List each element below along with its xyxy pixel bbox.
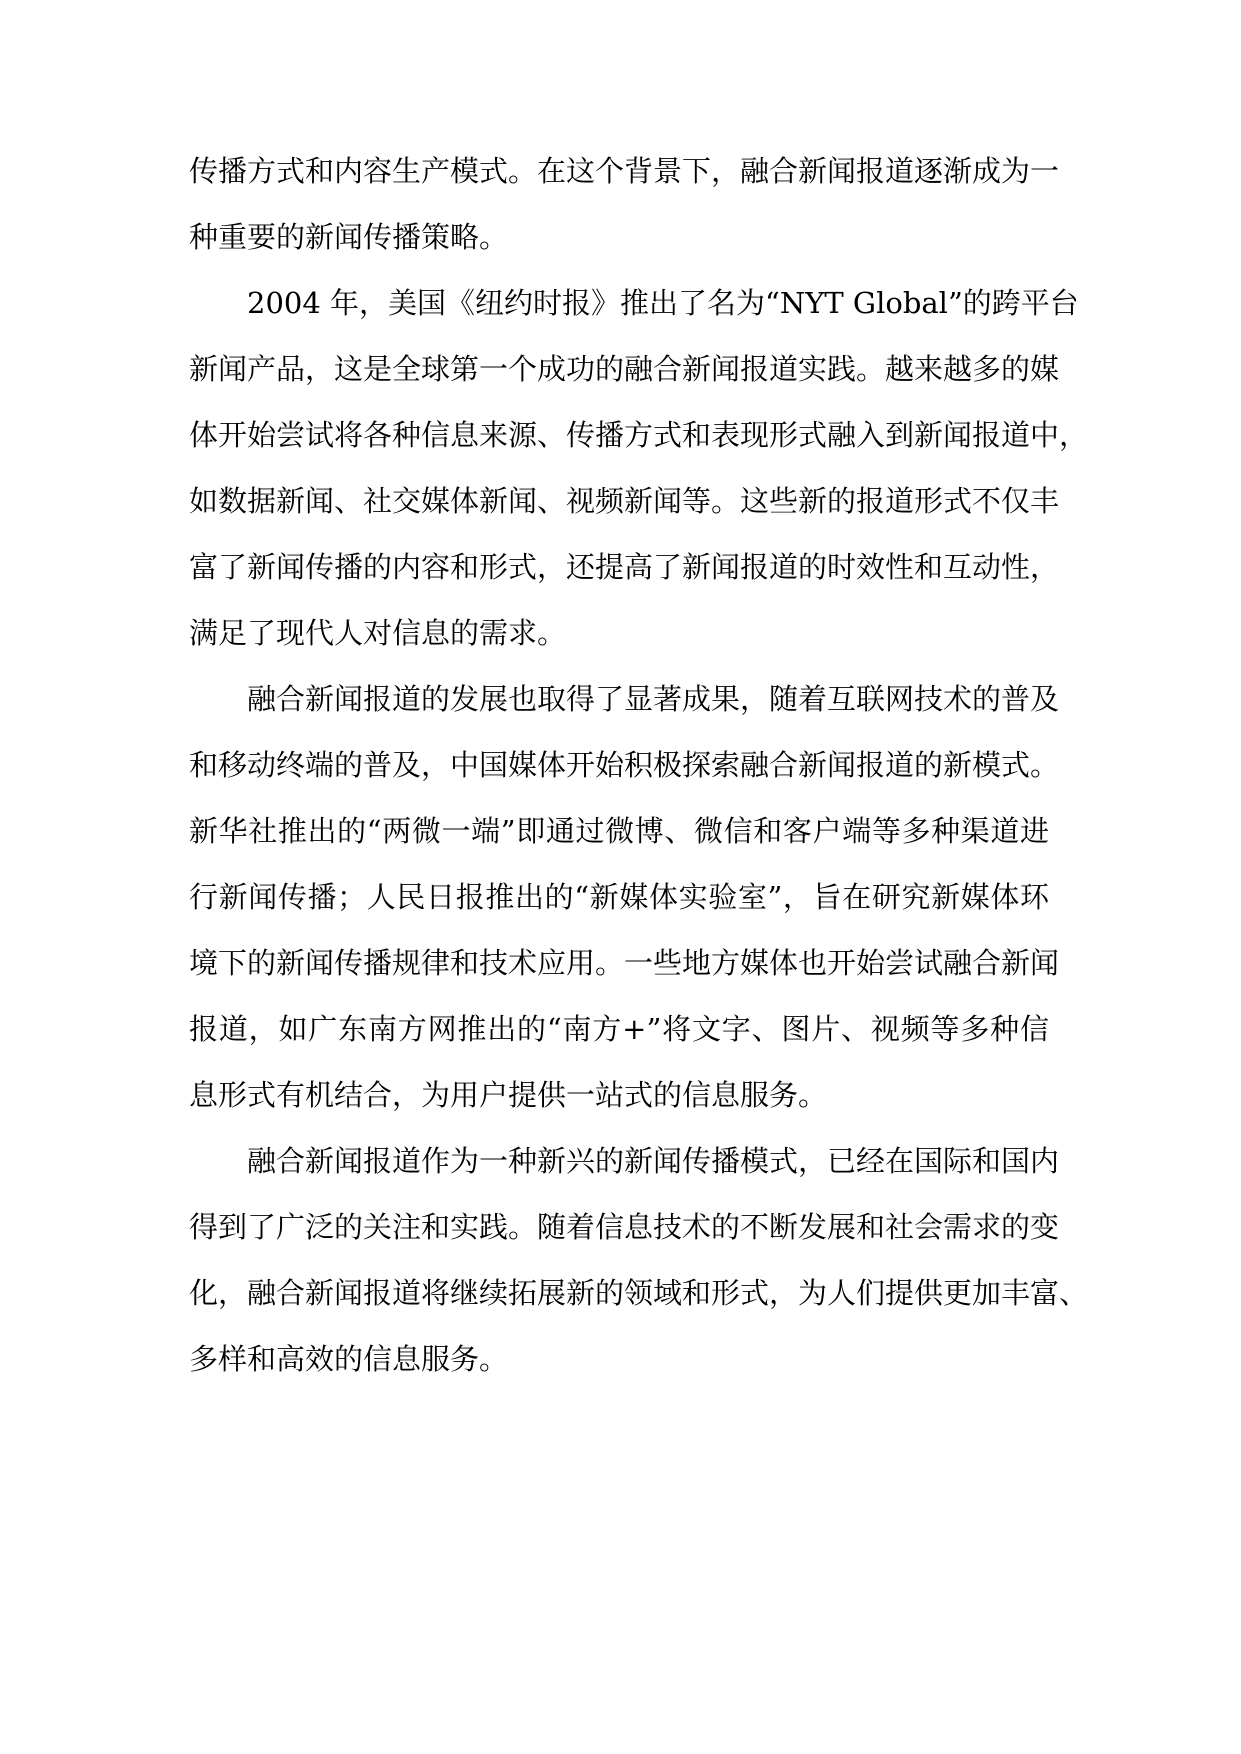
text-line: 化，融合新闻报道将继续拓展新的领域和形式，为人们提供更加丰富、	[189, 1276, 1089, 1310]
text-line: 满足了现代人对信息的需求。	[189, 616, 567, 650]
text-line: 和移动终端的普及，中国媒体开始积极探索融合新闻报道的新模式。	[189, 748, 1060, 782]
text-line: 多样和高效的信息服务。	[189, 1342, 509, 1376]
text-line: 境下的新闻传播规律和技术应用。一些地方媒体也开始尝试融合新闻	[189, 946, 1060, 980]
body-text	[189, 138, 1089, 1392]
text-line: 新华社推出的“两微一端”即通过微博、微信和客户端等多种渠道进	[189, 814, 1049, 848]
text-line: 息形式有机结合，为用户提供一站式的信息服务。	[189, 1078, 828, 1112]
text-line: 2004 年，美国《纽约时报》推出了名为“NYT Global”的跨平台	[247, 286, 1079, 320]
text-line: 传播方式和内容生产模式。在这个背景下，融合新闻报道逐渐成为一	[189, 154, 1060, 188]
text-line: 融合新闻报道作为一种新兴的新闻传播模式，已经在国际和国内	[247, 1144, 1060, 1178]
text-line: 富了新闻传播的内容和形式，还提高了新闻报道的时效性和互动性，	[189, 550, 1060, 584]
text-line: 种重要的新闻传播策略。	[189, 220, 509, 254]
text-line: 报道，如广东南方网推出的“南方+”将文字、图片、视频等多种信	[189, 1012, 1049, 1046]
text-line: 行新闻传播；人民日报推出的“新媒体实验室”，旨在研究新媒体环	[189, 880, 1049, 914]
text-line: 新闻产品，这是全球第一个成功的融合新闻报道实践。越来越多的媒	[189, 352, 1060, 386]
text-line: 得到了广泛的关注和实践。随着信息技术的不断发展和社会需求的变	[189, 1210, 1060, 1244]
text-line: 体开始尝试将各种信息来源、传播方式和表现形式融入到新闻报道中，	[189, 418, 1089, 452]
text-line: 融合新闻报道的发展也取得了显著成果，随着互联网技术的普及	[247, 682, 1060, 716]
text-line: 如数据新闻、社交媒体新闻、视频新闻等。这些新的报道形式不仅丰	[189, 484, 1060, 518]
